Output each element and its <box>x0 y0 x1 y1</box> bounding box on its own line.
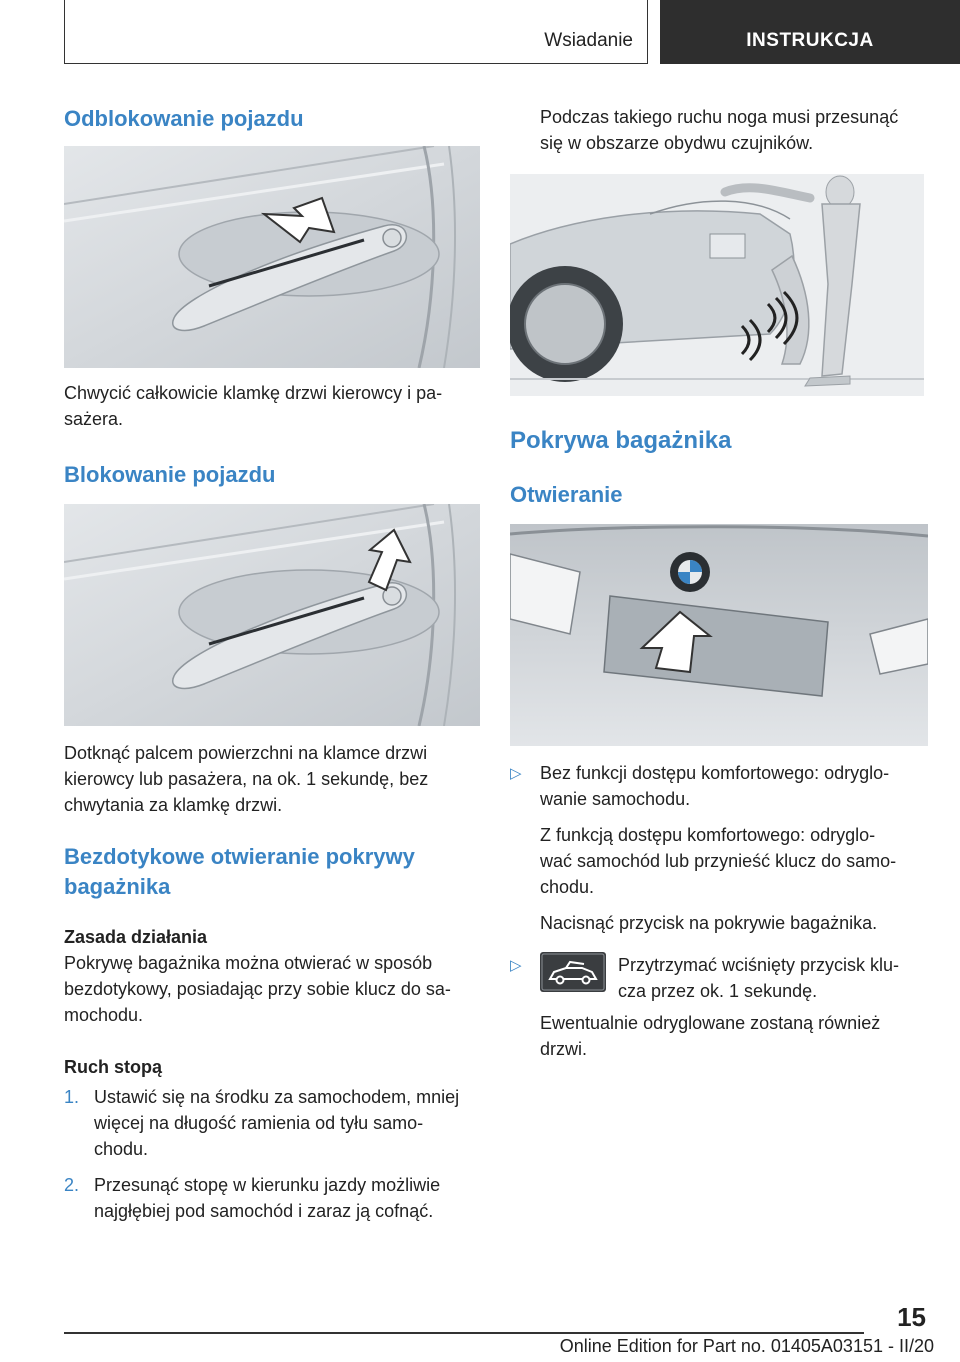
header-tab <box>660 0 960 64</box>
list-item <box>510 952 928 1062</box>
unlock-text-line-2: sażera. <box>64 409 124 429</box>
footer-divider <box>64 1332 864 1334</box>
lock-text-line-3: chwytania za klamkę drzwi. <box>64 795 283 815</box>
list-item <box>64 1172 480 1224</box>
figure-door-handle-unlock <box>64 146 480 368</box>
bullet2-b-line-1: Ewentualnie odryglowane zostaną również <box>540 1013 881 1033</box>
principle-text-line-3: mochodu. <box>64 1005 144 1025</box>
heading-trunk-lid: Pokrywa bagażnika <box>510 427 732 454</box>
sensors-text-line-1: Podczas takiego ruchu noga musi przesunąć <box>540 107 899 127</box>
unlock-text-line-1: Chwycić całkowicie klamkę drzwi kierowcy i pa- <box>64 383 443 403</box>
header-section-box <box>64 0 648 64</box>
header-tab-label: INSTRUKCJA <box>746 30 874 51</box>
bullet2-b-line-2: drzwi. <box>540 1039 588 1059</box>
bullet1-a-line-2: wanie samochodu. <box>540 789 691 809</box>
bullet1-b-line-1: Z funkcją dostępu komfortowego: odryglo- <box>540 825 876 845</box>
steps-list <box>64 1084 480 1224</box>
step-2-line-1: Przesunąć stopę w kierunku jazdy możliwie <box>94 1175 441 1195</box>
page-number: 15 <box>897 1302 926 1332</box>
step-1-line-2: więcej na długość ramienia od tyłu samo- <box>94 1113 424 1133</box>
principle-text-line-1: Pokrywę bagażnika można otwierać w sposób <box>64 953 433 973</box>
list-item <box>510 760 928 936</box>
bullet2-a-line-1: Przytrzymać wciśnięty przycisk klu- <box>618 955 900 975</box>
heading-foot-movement: Ruch stopą <box>64 1057 163 1077</box>
heading-lock-vehicle: Blokowanie pojazdu <box>64 462 276 487</box>
heading-contactless-line-2: bagażnika <box>64 874 171 899</box>
car-trunk-open-icon <box>540 952 606 992</box>
principle-text-line-2: bezdotykowy, posiadając przy sobie klucz do sa- <box>64 979 451 999</box>
figure-trunk-button <box>510 524 928 746</box>
step-number: 2. <box>64 1175 80 1195</box>
bullet1-b-line-3: chodu. <box>540 877 595 897</box>
heading-contactless-line-1: Bezdotykowe otwieranie pokrywy <box>64 844 415 869</box>
step-2-line-2: najgłębiej pod samochód i zaraz ją cofnąć. <box>94 1201 434 1221</box>
bullet1-a-line-1: Bez funkcji dostępu komfortowego: odryglo- <box>540 763 890 783</box>
sensors-text-line-2: się w obszarze obydwu czujników. <box>540 133 814 153</box>
header-section-title: Wsiadanie <box>544 30 633 51</box>
bullet1-b-line-2: wać samochód lub przynieść klucz do samo- <box>540 851 897 871</box>
lock-text-line-1: Dotknąć palcem powierzchni na klamce drzwi <box>64 743 428 763</box>
right-column <box>510 104 928 1062</box>
heading-principle: Zasada działania <box>64 927 208 947</box>
list-item <box>64 1084 480 1162</box>
heading-unlock-vehicle: Odblokowanie pojazdu <box>64 106 304 131</box>
lock-text-line-2: kierowcy lub pasażera, na ok. 1 sekundę, bez <box>64 769 429 789</box>
step-1-line-1: Ustawić się na środku za samochodem, mniej <box>94 1087 460 1107</box>
figure-foot-sensor <box>510 174 924 396</box>
bullet1-c-line-1: Nacisnąć przycisk na pokrywie bagażnika. <box>540 913 878 933</box>
bullet2-a-line-2: cza przez ok. 1 sekundę. <box>618 981 818 1001</box>
step-1-line-3: chodu. <box>94 1139 149 1159</box>
bullet-marker-icon: ▷ <box>510 957 522 974</box>
bullet-marker-icon: ▷ <box>510 765 522 782</box>
footer-edition: Online Edition for Part no. 01405A03151 - II/20 <box>559 1336 934 1356</box>
left-column <box>64 104 480 1224</box>
heading-opening: Otwieranie <box>510 482 623 507</box>
figure-door-handle-lock <box>64 504 480 726</box>
step-number: 1. <box>64 1087 80 1107</box>
